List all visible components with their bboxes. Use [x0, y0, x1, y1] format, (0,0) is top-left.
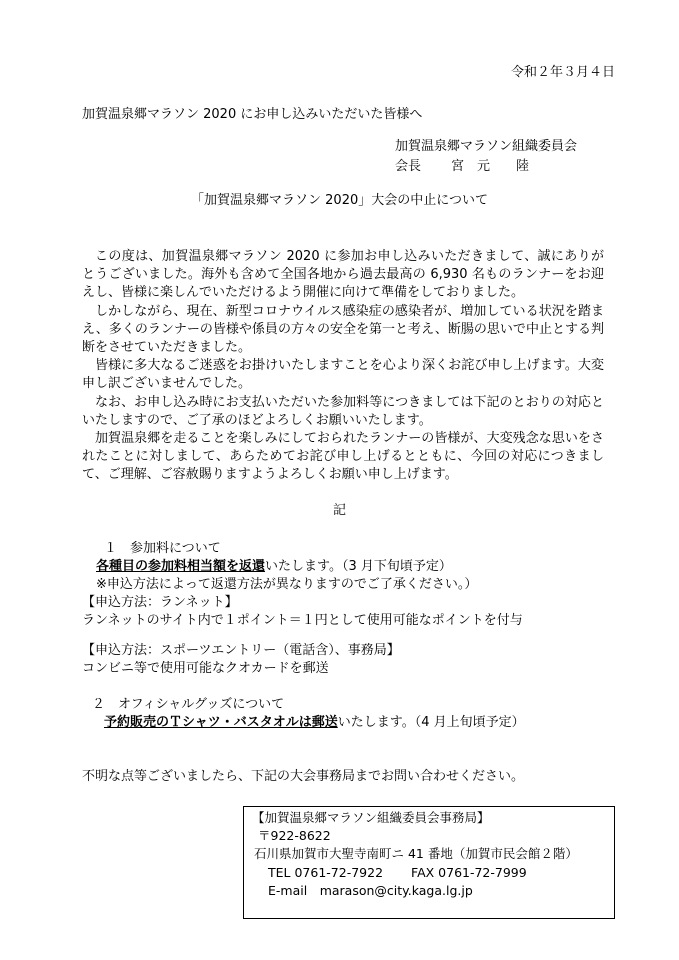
goods-line [104, 714, 525, 732]
office-tel: TEL 0761-72-7922 [268, 865, 384, 880]
office-name: 【加賀温泉郷マラソン組織委員会事務局】 [252, 810, 490, 825]
section1-heading: １ 参加料について [104, 541, 221, 556]
body-paragraph: この度は、加賀温泉郷マラソン 2020 に参加お申し込みいただきまして、誠にありがとうございました。海外も含めて全国各地から過去最高の 6,930 名ものランナーをお迎えし、皆様に楽しんでいただけるよう開催に向けて準備をしておりました。 [82, 249, 604, 301]
office-phone-line [268, 865, 527, 881]
document-date: 令和２年３月４日 [510, 65, 615, 80]
office-email[interactable]: E-mail marason@city.kaga.lg.jp [268, 883, 473, 898]
method2-label: 【申込方法：スポーツエントリー（電話含）、事務局】 [82, 643, 400, 658]
signer-name: 宮 元 陸 [451, 159, 530, 174]
method1-text: ランネットのサイト内で１ポイント＝１円として使用可能なポイントを付与 [82, 613, 523, 628]
refund-note: ※申込方法によって返還方法が異なりますのでご了承ください。） [96, 577, 478, 592]
contact-intro: 不明な点等ございましたら、下記の大会事務局までお問い合わせください。 [82, 769, 525, 784]
addressee-line: 加賀温泉郷マラソン 2020 にお申し込みいただいた皆様へ [82, 107, 423, 122]
method1-label: 【申込方法：ランネット】 [82, 595, 238, 610]
office-postal: 〒922-8622 [258, 828, 331, 843]
body-paragraph: しかしながら、現在、新型コロナウイルス感染症の感染者が、増加している状況を踏まえ、多くのランナーの皆様や係員の方々の安全を第一と考え、断腸の思いで中止とする判断をさせていただきました。 [82, 303, 604, 356]
method2-text: コンビニ等で使用可能なクオカードを郵送 [82, 661, 329, 676]
goods-emphasis: 予約販売のＴシャツ・バスタオルは郵送 [104, 715, 338, 730]
office-contact-box [243, 806, 615, 919]
body-paragraph: 加賀温泉郷を走ることを楽しみにしておられたランナーの皆様が、大変残念な思いをされたことに対しまして、あらためてお詫び申し上げるとともに、今回の対応につきまして、ご理解、ご容赦賜りますようよろしくお願い申し上げます。 [82, 431, 604, 483]
ki-heading: 記 [332, 503, 346, 518]
body-paragraph: なお、お申し込み時にお支払いただいた参加料等につきましては下記のとおりの対応といたしますので、ご了承のほどよろしくお願いいたします。 [82, 394, 604, 428]
refund-rest: いたします。（3 月下旬頃予定） [265, 559, 452, 574]
goods-rest: いたします。（4 月上旬頃予定） [337, 715, 525, 730]
refund-line [96, 558, 452, 576]
body-text [82, 248, 604, 485]
body-paragraph: 皆様に多大なるご迷惑をお掛けいたしますことを心より深くお詫び申し上げます。大変申し訳ございませんでした。 [82, 358, 604, 392]
document-title: 「加賀温泉郷マラソン 2020」大会の中止について [191, 193, 488, 208]
office-address: 石川県加賀市大聖寺南町ニ 41 番地（加賀市民会館２階） [254, 846, 578, 861]
signer-role: 会長 [395, 159, 422, 174]
sender-signature [395, 158, 529, 176]
office-fax: FAX 0761-72-7999 [411, 865, 527, 880]
section2-heading: ２ オフィシャルグッズについて [92, 697, 285, 712]
refund-emphasis: 各種目の参加料相当額を返還 [96, 559, 266, 574]
sender-organization: 加賀温泉郷マラソン組織委員会 [395, 139, 578, 154]
